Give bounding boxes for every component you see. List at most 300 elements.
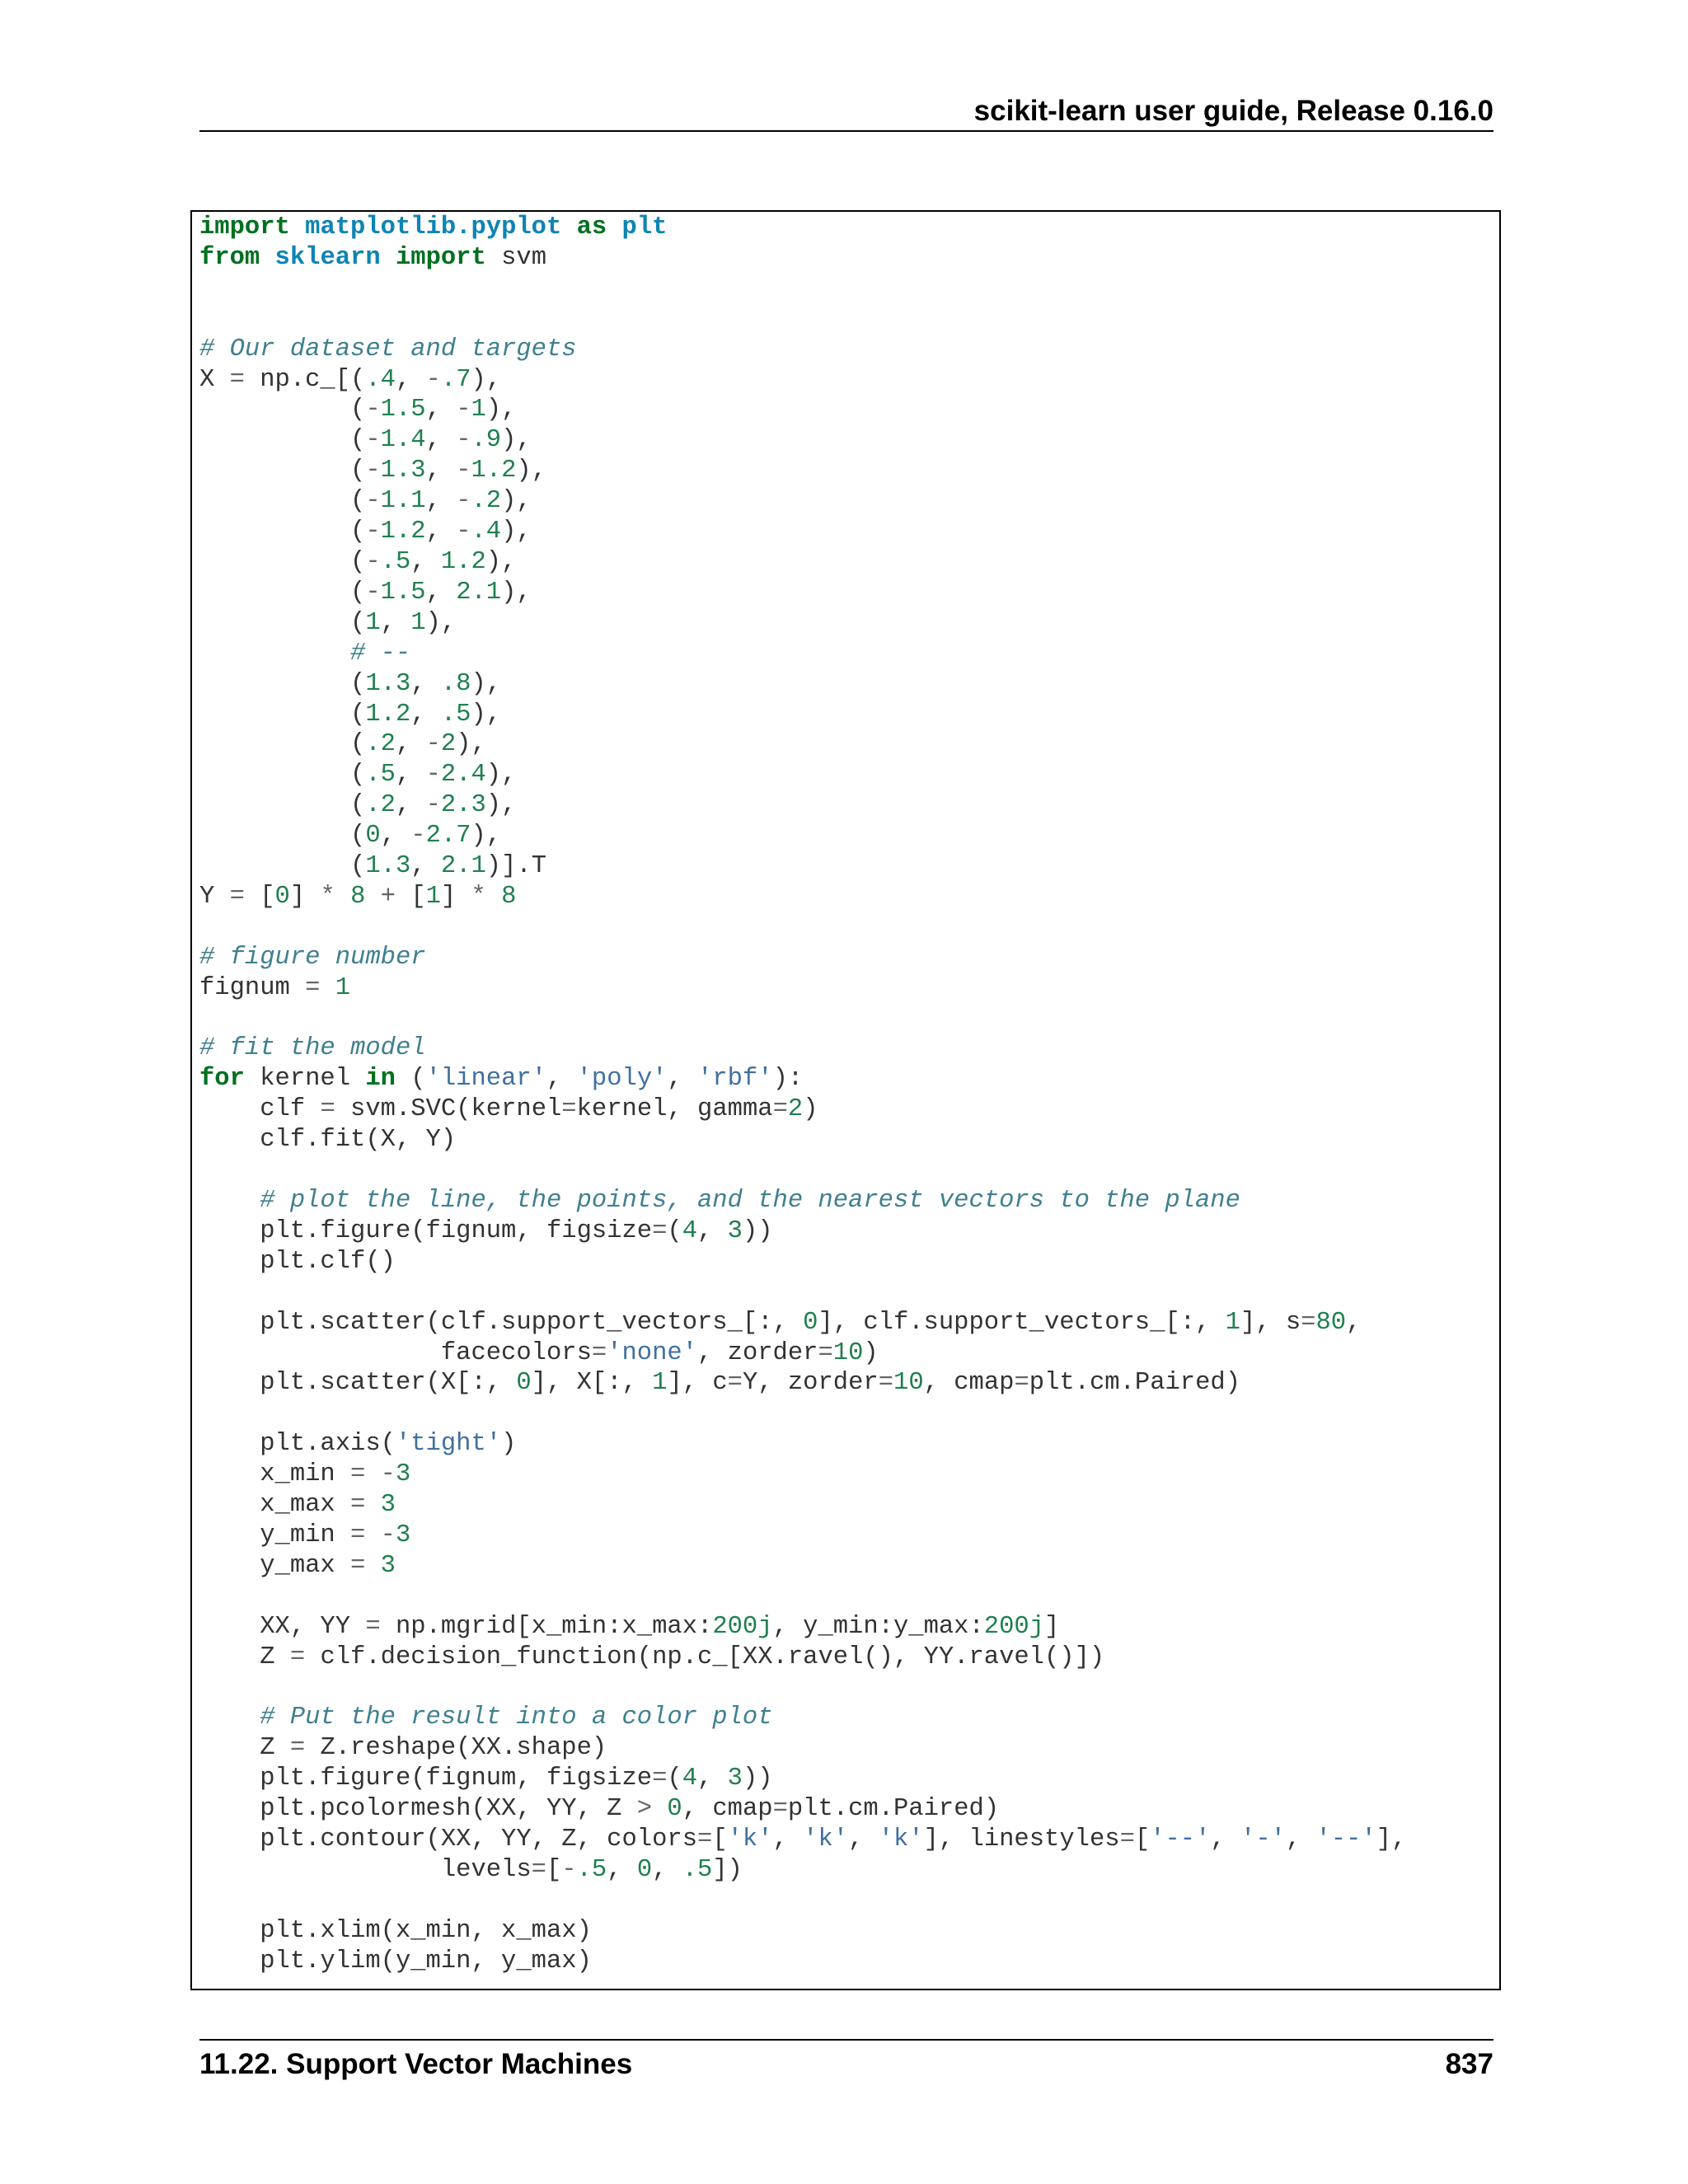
code-token: X xyxy=(199,365,230,394)
code-token: - xyxy=(365,457,381,485)
code-token: - xyxy=(365,487,381,516)
code-token: sklearn xyxy=(274,243,381,272)
code-token: 'k' xyxy=(727,1825,773,1854)
code-token: = xyxy=(561,1095,577,1124)
code-token: .5 xyxy=(380,547,411,576)
code-token xyxy=(486,883,501,911)
code-token: 1.1 xyxy=(380,487,426,516)
code-line xyxy=(199,1856,743,1884)
code-token: ), xyxy=(501,426,532,455)
header-rule xyxy=(199,130,1493,132)
code-token: 8 xyxy=(350,882,366,911)
code-token: = xyxy=(531,1855,546,1884)
code-token: = xyxy=(350,1491,366,1520)
running-footer xyxy=(199,2046,1493,2083)
code-line xyxy=(199,1460,410,1488)
code-line xyxy=(199,426,532,454)
code-token: )) xyxy=(742,1216,773,1245)
code-line xyxy=(199,1947,592,1975)
code-token: kernel xyxy=(244,1065,366,1094)
code-token: - xyxy=(365,547,381,576)
code-token: , xyxy=(1285,1825,1316,1854)
code-token: 2 xyxy=(787,1095,804,1124)
code-token: 0 xyxy=(365,822,381,851)
code-token: 1.3 xyxy=(365,852,411,881)
code-token: 10 xyxy=(893,1369,924,1398)
code-token: 200j xyxy=(712,1612,773,1641)
code-token: ), xyxy=(485,547,517,576)
code-token: '--' xyxy=(1150,1825,1211,1854)
code-token: - xyxy=(456,396,471,424)
code-token: = xyxy=(320,1095,335,1124)
code-token: svm.SVC(kernel xyxy=(335,1095,562,1124)
code-token: y_min xyxy=(199,1521,351,1549)
code-token: ( xyxy=(199,791,366,820)
code-token: - xyxy=(456,518,471,546)
code-line xyxy=(199,1187,1240,1215)
code-token: * xyxy=(320,882,335,911)
code-token: .8 xyxy=(440,669,471,698)
code-token: - xyxy=(425,365,441,394)
code-token: Z xyxy=(199,1734,290,1763)
code-token: '-' xyxy=(1240,1825,1286,1854)
code-line xyxy=(199,609,456,637)
code-token: ], xyxy=(1376,1825,1407,1854)
code-line xyxy=(199,974,350,1002)
code-token: 1.4 xyxy=(380,426,426,455)
code-token: [ xyxy=(244,882,275,911)
code-token: import xyxy=(199,213,290,241)
code-token xyxy=(652,1795,667,1823)
code-token: = xyxy=(350,1551,366,1580)
code-line xyxy=(199,548,516,576)
code-token: ( xyxy=(199,487,366,516)
code-token: ] xyxy=(289,882,321,911)
code-token: [ xyxy=(396,882,426,911)
code-token: , xyxy=(652,1855,682,1884)
code-line xyxy=(199,335,577,363)
code-token: 1 xyxy=(471,396,486,424)
code-token: ), xyxy=(425,608,457,637)
code-token: ) xyxy=(803,1095,818,1124)
code-token: - xyxy=(365,426,381,455)
code-token: 1.2 xyxy=(471,457,517,485)
code-token: ( xyxy=(199,547,366,576)
code-token: , xyxy=(410,852,441,881)
code-token: , y_min:y_max: xyxy=(772,1612,984,1641)
code-token: 3 xyxy=(727,1216,743,1245)
code-token: ( xyxy=(667,1216,682,1245)
code-token: , xyxy=(395,365,426,394)
code-token xyxy=(290,213,305,241)
code-token: , xyxy=(697,1216,728,1245)
code-token: , xyxy=(410,547,441,576)
code-token xyxy=(320,974,335,1002)
code-token: Z xyxy=(199,1643,290,1671)
code-token: .7 xyxy=(440,365,471,394)
code-token: , xyxy=(410,669,441,698)
code-token: plt.clf() xyxy=(199,1247,396,1276)
code-line xyxy=(199,1065,803,1093)
code-token xyxy=(607,213,621,241)
code-token: 0 xyxy=(516,1369,532,1398)
code-token: ], s xyxy=(1240,1308,1301,1337)
code-token: ), xyxy=(501,518,532,546)
code-token: - xyxy=(456,457,471,485)
code-token: ( xyxy=(199,761,366,790)
code-token: 1.5 xyxy=(380,396,426,424)
code-token: = xyxy=(878,1369,894,1398)
code-line xyxy=(199,1309,1361,1337)
code-token: = xyxy=(305,973,321,1002)
code-token: - xyxy=(425,761,441,790)
code-token: = xyxy=(350,1521,366,1549)
code-token: ( xyxy=(199,700,366,729)
code-token: , xyxy=(772,1825,804,1854)
code-line xyxy=(199,396,516,424)
code-token: plt.cm.Paired) xyxy=(787,1795,1000,1824)
code-token: = xyxy=(591,1338,607,1367)
code-token: Y, zorder xyxy=(742,1369,879,1398)
code-line xyxy=(199,457,546,485)
code-token: , xyxy=(395,761,426,790)
code-token: 1 xyxy=(425,882,441,911)
code-token: , xyxy=(1346,1308,1362,1337)
code-token: ( xyxy=(199,822,366,851)
code-token: 2.1 xyxy=(440,852,486,881)
code-token: plt.contour(XX, YY, Z, colors xyxy=(199,1825,697,1854)
code-token: .4 xyxy=(365,365,396,394)
code-token: = xyxy=(289,1643,306,1671)
code-token: .5 xyxy=(365,761,396,790)
code-token: matplotlib.pyplot xyxy=(305,213,562,241)
code-token: , xyxy=(380,608,411,637)
code-token: 1 xyxy=(335,973,351,1002)
code-token: 'k' xyxy=(878,1825,924,1854)
code-token: 8 xyxy=(501,882,517,911)
code-token: # Our dataset and targets xyxy=(199,335,577,363)
code-token: '--' xyxy=(1315,1825,1376,1854)
code-token: 1 xyxy=(365,608,381,637)
code-token: 2.3 xyxy=(440,791,486,820)
code-token: 80 xyxy=(1315,1308,1347,1337)
code-token: , cmap xyxy=(923,1369,1015,1398)
code-line xyxy=(199,1034,426,1062)
code-token: , xyxy=(425,426,457,455)
code-token: = xyxy=(1014,1369,1029,1398)
code-line xyxy=(199,1795,999,1823)
code-line xyxy=(199,640,410,668)
code-token: .4 xyxy=(471,518,502,546)
code-line xyxy=(199,1552,396,1580)
code-token: , zorder xyxy=(697,1338,818,1367)
code-token: XX, YY xyxy=(199,1612,366,1641)
code-token: svm xyxy=(485,243,547,272)
code-token: = xyxy=(772,1795,788,1824)
code-token: plt.axis( xyxy=(199,1430,396,1459)
code-token: 2.4 xyxy=(440,761,486,790)
code-token xyxy=(260,244,274,272)
code-token: ( xyxy=(395,1065,426,1094)
code-token: .2 xyxy=(365,791,396,820)
code-token xyxy=(561,213,576,241)
code-token: ], X[:, xyxy=(531,1369,653,1398)
code-token: plt.xlim(x_min, x_max) xyxy=(199,1916,592,1945)
code-token: ), xyxy=(456,730,486,759)
code-line xyxy=(199,1339,879,1367)
code-token: clf.decision_function(np.c_[XX.ravel(), YY.ravel()]) xyxy=(305,1643,1105,1671)
code-token: fignum xyxy=(199,973,306,1002)
code-token: as xyxy=(576,213,607,241)
code-token: , xyxy=(607,1855,637,1884)
code-token: ( xyxy=(199,518,366,546)
code-token: , xyxy=(425,457,457,485)
code-token: 'none' xyxy=(607,1338,698,1367)
code-token: , xyxy=(1210,1825,1241,1854)
code-token: 0 xyxy=(667,1795,682,1824)
code-token: = xyxy=(229,882,245,911)
code-token: , xyxy=(425,518,457,546)
code-token: ], linestyles xyxy=(923,1825,1120,1854)
code-token: levels xyxy=(199,1855,532,1884)
code-line xyxy=(199,244,546,272)
code-line xyxy=(199,944,426,972)
code-line xyxy=(199,1430,516,1458)
code-line xyxy=(199,579,532,607)
code-token: ( xyxy=(199,426,366,455)
code-token: clf.fit(X, Y) xyxy=(199,1126,457,1155)
code-token: - xyxy=(380,1460,396,1489)
code-token: [ xyxy=(712,1825,728,1854)
footer-rule xyxy=(199,2039,1493,2041)
code-line xyxy=(199,1917,592,1945)
code-token: = xyxy=(772,1095,788,1124)
code-token: .5 xyxy=(440,700,471,729)
code-token: 1.2 xyxy=(440,547,486,576)
code-token: x_min xyxy=(199,1460,351,1489)
code-token: plt.ylim(y_min, y_max) xyxy=(199,1947,592,1975)
code-line xyxy=(199,1825,1406,1854)
code-token: ), xyxy=(485,396,517,424)
code-token: , xyxy=(380,822,411,851)
code-token: )].T xyxy=(485,852,547,881)
code-token: 'k' xyxy=(803,1825,849,1854)
code-token: 'rbf' xyxy=(697,1065,773,1094)
code-token: = xyxy=(652,1216,668,1245)
code-token: ), xyxy=(485,761,517,790)
code-token: plt.scatter(clf.support_vectors_[:, xyxy=(199,1308,804,1337)
code-token: ), xyxy=(471,822,502,851)
code-token: , xyxy=(546,1065,577,1094)
code-token: # plot the line, the points, and the nearest vectors to the plane xyxy=(260,1187,1240,1215)
code-token: , xyxy=(697,1765,728,1793)
code-line xyxy=(199,883,516,911)
code-line xyxy=(199,791,516,819)
code-line xyxy=(199,1521,410,1549)
code-token: 2.7 xyxy=(425,822,471,851)
code-token: kernel, gamma xyxy=(576,1095,773,1124)
code-token: 1.5 xyxy=(380,578,426,607)
code-line xyxy=(199,487,532,515)
code-token: 3 xyxy=(380,1551,396,1580)
code-token: import xyxy=(395,243,486,272)
code-token xyxy=(365,1552,380,1580)
code-token: ), xyxy=(516,457,547,485)
code-token: , cmap xyxy=(682,1795,773,1824)
code-token: Z.reshape(XX.shape) xyxy=(305,1734,607,1763)
code-token: ( xyxy=(199,608,366,637)
code-token: 10 xyxy=(832,1338,864,1367)
code-token: 'linear' xyxy=(425,1065,547,1094)
code-token: plt xyxy=(621,213,668,241)
code-token: ( xyxy=(199,578,366,607)
code-token: ( xyxy=(667,1765,682,1793)
code-token: = xyxy=(652,1765,668,1793)
code-token: ( xyxy=(199,852,366,881)
code-token: ), xyxy=(485,791,517,820)
code-token: 0 xyxy=(803,1308,818,1337)
code-token: 4 xyxy=(682,1765,698,1793)
code-token: ( xyxy=(199,730,366,759)
footer-section-title: 11.22. Support Vector Machines xyxy=(199,2048,633,2080)
code-line xyxy=(199,822,501,850)
code-token: ), xyxy=(471,700,502,729)
code-token: # fit the model xyxy=(199,1034,426,1063)
code-token: 3 xyxy=(380,1491,396,1520)
code-token: plt.figure(fignum, figsize xyxy=(199,1216,653,1245)
code-token: 2.1 xyxy=(456,578,502,607)
code-token: ], c xyxy=(667,1369,728,1398)
code-token: ), xyxy=(471,669,502,698)
code-line xyxy=(199,670,501,698)
code-token: ], clf.support_vectors_[:, xyxy=(818,1308,1226,1337)
code-token: 3 xyxy=(395,1521,411,1549)
code-token: = xyxy=(229,365,245,394)
code-token: ), xyxy=(471,365,502,394)
code-token: # figure number xyxy=(199,943,426,972)
code-token: # Put the result into a color plot xyxy=(260,1704,773,1732)
code-line xyxy=(199,701,501,729)
code-token: np.c_[( xyxy=(244,365,366,394)
code-line xyxy=(199,852,546,880)
code-token xyxy=(199,640,350,668)
code-line xyxy=(199,1248,396,1276)
code-line xyxy=(199,1734,607,1762)
code-token: + xyxy=(380,882,396,911)
code-token: # -- xyxy=(350,639,411,668)
code-line xyxy=(199,1704,773,1732)
code-token: 0 xyxy=(274,882,290,911)
code-line xyxy=(199,366,501,394)
code-token: .2 xyxy=(471,487,502,516)
code-token: .2 xyxy=(365,730,396,759)
code-token xyxy=(335,883,350,911)
code-block xyxy=(199,213,1406,1977)
code-token: 1 xyxy=(410,608,426,637)
code-token: ( xyxy=(199,396,366,424)
code-token xyxy=(365,1460,380,1488)
code-token: - xyxy=(365,578,381,607)
code-token xyxy=(365,1521,380,1549)
code-token: = xyxy=(1301,1308,1316,1337)
code-token: [ xyxy=(1134,1825,1151,1854)
code-token: ] xyxy=(1044,1612,1060,1641)
code-token: for xyxy=(199,1065,245,1094)
code-line xyxy=(199,1217,773,1245)
code-token: , xyxy=(395,791,426,820)
code-token: ), xyxy=(501,487,532,516)
code-token: - xyxy=(425,730,441,759)
code-line xyxy=(199,213,667,241)
code-line xyxy=(199,1126,456,1154)
code-token xyxy=(199,1704,260,1732)
code-line xyxy=(199,1643,1104,1671)
code-token: ]) xyxy=(712,1855,743,1884)
code-token: - xyxy=(410,822,426,851)
code-token: 200j xyxy=(983,1612,1045,1641)
code-token: 1.3 xyxy=(380,457,426,485)
code-token: * xyxy=(471,882,486,911)
code-token: , xyxy=(425,487,457,516)
code-token: , xyxy=(425,578,457,607)
code-token: x_max xyxy=(199,1491,351,1520)
page-number: 837 xyxy=(1445,2048,1493,2080)
code-token xyxy=(365,883,380,911)
code-token xyxy=(381,244,396,272)
code-token: ( xyxy=(199,669,366,698)
code-line xyxy=(199,518,532,546)
code-token: .5 xyxy=(682,1855,713,1884)
code-token: 3 xyxy=(727,1765,743,1793)
code-token: 3 xyxy=(395,1460,411,1489)
code-token: ] xyxy=(440,882,471,911)
code-token: 4 xyxy=(682,1216,698,1245)
code-token: = xyxy=(289,1734,306,1763)
code-token: , xyxy=(667,1065,698,1094)
code-token: 1 xyxy=(1225,1308,1240,1337)
code-token: - xyxy=(561,1855,577,1884)
code-token: np.mgrid[x_min:x_max: xyxy=(380,1612,713,1641)
code-token: 'tight' xyxy=(395,1430,502,1459)
code-line xyxy=(199,1491,396,1519)
code-token: = xyxy=(727,1369,743,1398)
code-token: from xyxy=(199,243,260,272)
code-token: > xyxy=(636,1795,653,1824)
code-token: - xyxy=(425,791,441,820)
code-token: - xyxy=(380,1521,396,1549)
code-token: in xyxy=(365,1065,396,1094)
code-token: plt.pcolormesh(XX, YY, Z xyxy=(199,1795,637,1824)
code-token: = xyxy=(697,1825,713,1854)
running-header: scikit-learn user guide, Release 0.16.0 xyxy=(973,95,1493,127)
code-token: - xyxy=(456,426,471,455)
code-line xyxy=(199,1369,1240,1397)
code-token: = xyxy=(818,1338,833,1367)
code-token: Y xyxy=(199,882,230,911)
code-token: = xyxy=(1119,1825,1135,1854)
code-token: [ xyxy=(546,1855,562,1884)
code-token: 1.2 xyxy=(365,700,411,729)
code-token: ( xyxy=(199,457,366,485)
code-token: 0 xyxy=(636,1855,653,1884)
code-line xyxy=(199,1765,773,1793)
code-token: , xyxy=(848,1825,879,1854)
code-token: plt.cm.Paired) xyxy=(1029,1369,1241,1398)
code-token: , xyxy=(425,396,457,424)
code-token: 'poly' xyxy=(576,1065,668,1094)
code-token: = xyxy=(350,1460,366,1489)
code-token: y_max xyxy=(199,1551,351,1580)
